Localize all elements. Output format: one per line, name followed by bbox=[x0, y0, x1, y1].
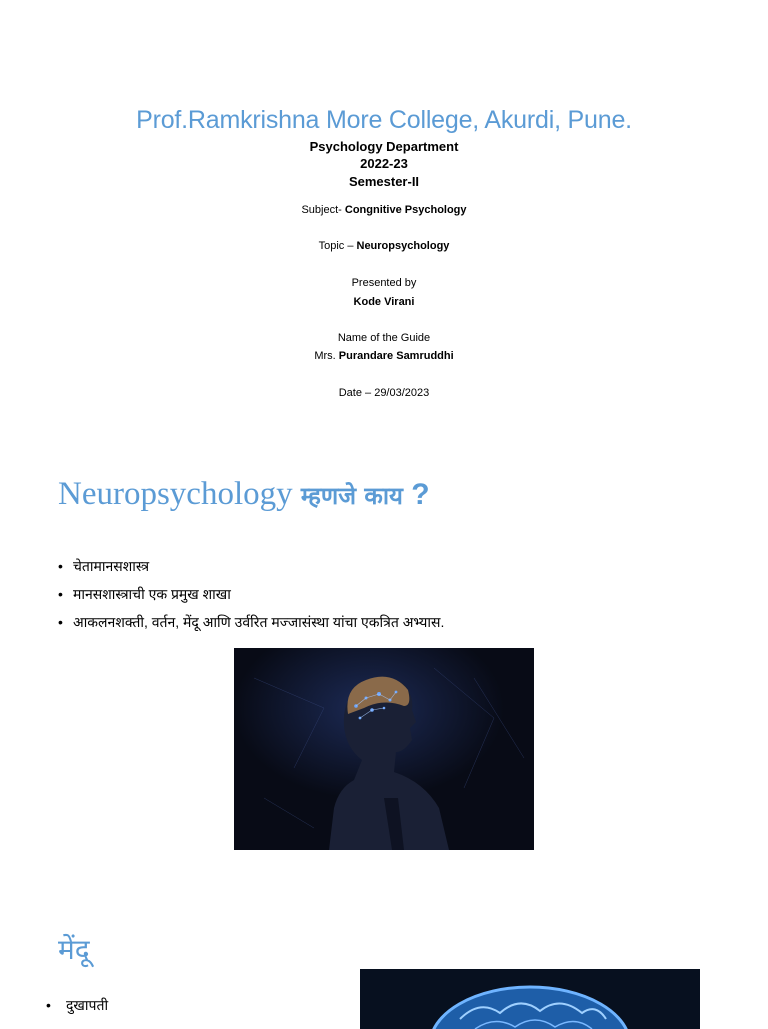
brain-image bbox=[360, 969, 700, 1029]
neuropsychology-bullet-list bbox=[58, 552, 444, 636]
neuropsychology-slide bbox=[0, 440, 768, 880]
bullet-item bbox=[58, 552, 444, 580]
topic-value: Neuropsychology bbox=[356, 240, 450, 252]
subject-label: Subject- bbox=[301, 204, 342, 216]
bullet-icon: • bbox=[58, 558, 63, 574]
bullet-item bbox=[46, 992, 108, 1018]
bullet-icon: • bbox=[46, 997, 51, 1013]
presenter-name: Kode Virani bbox=[353, 296, 415, 308]
neuropsychology-heading bbox=[58, 476, 430, 513]
head-silhouette-icon bbox=[234, 648, 534, 850]
academic-year: 2022-23 bbox=[360, 156, 408, 171]
brain-heading: मेंदू bbox=[58, 933, 90, 966]
guide-prefix: Mrs. bbox=[314, 350, 336, 362]
title-slide bbox=[0, 0, 768, 440]
heading-question-mark: ? bbox=[411, 478, 430, 511]
presentation-date: Date – 29/03/2023 bbox=[338, 387, 430, 399]
head-neural-network-image bbox=[234, 648, 534, 850]
guide-line bbox=[0, 349, 768, 363]
topic-label: Topic – bbox=[318, 240, 354, 252]
heading-latin: Neuropsychology bbox=[58, 476, 293, 512]
department-name: Psychology Department bbox=[309, 139, 459, 154]
bullet-item bbox=[58, 608, 444, 636]
bullet-text: आकलनशक्ती, वर्तन, मेंदू आणि उर्वरित मज्जासंस्था यांचा एकत्रित अभ्यास. bbox=[73, 614, 445, 630]
heading-marathi: म्हणजे काय bbox=[300, 482, 403, 510]
brain-icon bbox=[360, 969, 700, 1029]
brain-slide bbox=[0, 880, 768, 1024]
bullet-text: मानसशास्त्राची एक प्रमुख शाखा bbox=[73, 586, 231, 602]
guide-label: Name of the Guide bbox=[337, 332, 431, 344]
bullet-item bbox=[58, 580, 444, 608]
guide-name: Purandare Samruddhi bbox=[338, 350, 454, 362]
subject-line bbox=[0, 203, 768, 217]
semester: Semester-II bbox=[348, 174, 420, 189]
college-title: Prof.Ramkrishna More College, Akurdi, Pune. bbox=[136, 106, 632, 134]
bullet-icon: • bbox=[58, 586, 63, 602]
bullet-text: दुखापती bbox=[66, 997, 109, 1013]
brain-bullet-list bbox=[46, 992, 108, 1018]
subject-value: Congnitive Psychology bbox=[344, 204, 467, 216]
bullet-text: चेतामानसशास्त्र bbox=[73, 558, 150, 574]
bullet-icon: • bbox=[58, 614, 63, 630]
topic-line bbox=[0, 239, 768, 253]
presented-by-label: Presented by bbox=[351, 277, 417, 289]
